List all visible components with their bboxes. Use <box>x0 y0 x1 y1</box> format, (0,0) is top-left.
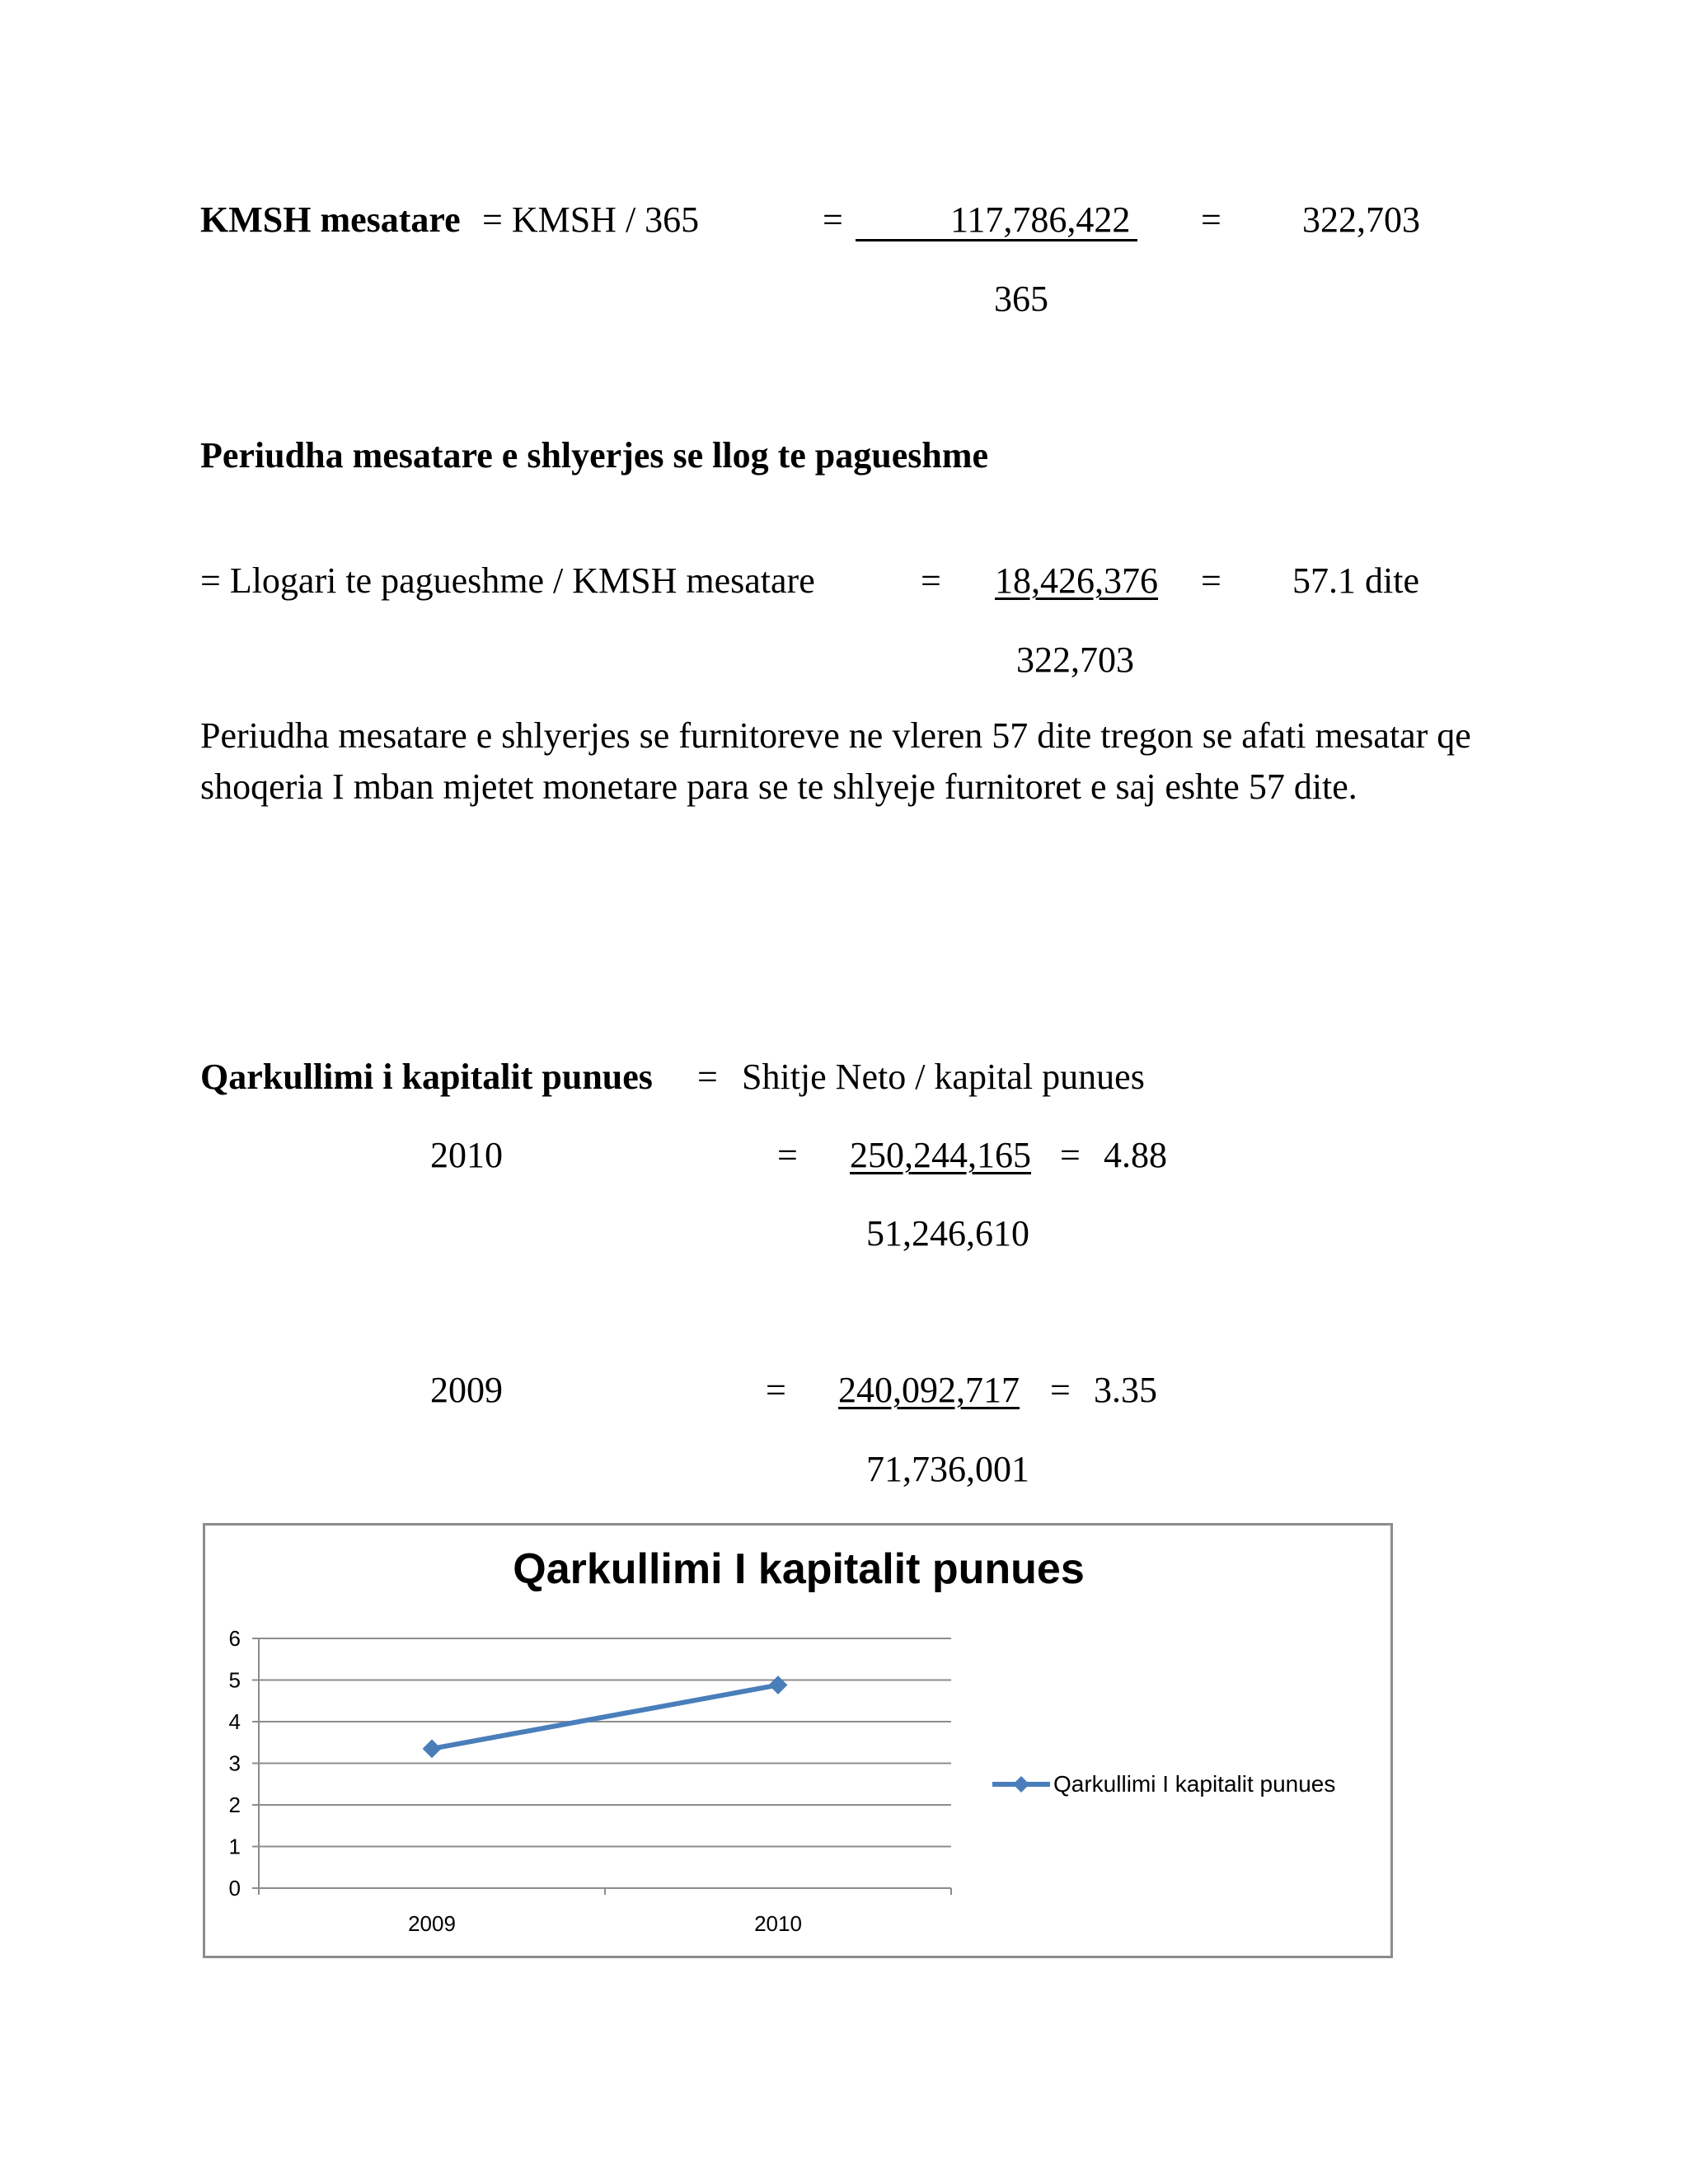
row-2009-equals-1: = <box>766 1370 786 1410</box>
kmsh-result: 322,703 <box>1302 199 1420 240</box>
row-2009-year: 2009 <box>430 1370 503 1410</box>
row-2010-year: 2010 <box>430 1135 503 1175</box>
legend-marker <box>1013 1776 1029 1793</box>
periudha-numerator: 18,426,376 <box>995 560 1158 601</box>
row-2010-numerator: 250,244,165 <box>850 1135 1031 1175</box>
qarkullimi-label: Qarkullimi i kapitalit punues <box>200 1057 653 1097</box>
y-tick-label: 4 <box>228 1709 241 1734</box>
periudha-denominator: 322,703 <box>1016 640 1134 680</box>
row-2009-equals-2: = <box>1050 1370 1071 1410</box>
y-tick-label: 0 <box>228 1876 241 1900</box>
kmsh-label: KMSH mesatare <box>200 199 461 240</box>
chart-title: Qarkullimi I kapitalit punues <box>513 1545 1085 1593</box>
line-chart <box>205 1526 1390 1956</box>
chart-gridlines <box>259 1638 951 1847</box>
row-2010-result: 4.88 <box>1104 1135 1167 1175</box>
row-2009-numerator: 240,092,717 <box>838 1370 1020 1410</box>
periudha-equals-2: = <box>1201 560 1221 601</box>
chart-axes <box>229 1626 951 1936</box>
periudha-heading: Periudha mesatare e shlyerjes se llog te pagueshme <box>200 435 989 476</box>
kmsh-formula: = KMSH / 365 <box>482 199 700 240</box>
series-line <box>432 1685 778 1749</box>
y-tick-label: 3 <box>228 1750 241 1776</box>
y-tick-label: 5 <box>228 1667 241 1693</box>
x-tick-label: 2010 <box>754 1911 802 1936</box>
row-2009-denominator: 71,736,001 <box>866 1449 1029 1489</box>
row-2009-result: 3.35 <box>1094 1370 1157 1410</box>
qarkullimi-equals: = <box>697 1057 718 1097</box>
qarkullimi-formula: Shitje Neto / kapital punues <box>742 1057 1145 1097</box>
legend-label: Qarkullimi I kapitalit punues <box>1053 1771 1336 1797</box>
y-tick-label: 6 <box>228 1626 241 1651</box>
row-2010-equals-2: = <box>1060 1135 1081 1175</box>
periudha-result: 57.1 dite <box>1292 560 1419 601</box>
periudha-formula: = Llogari te pagueshme / KMSH mesatare <box>200 560 815 601</box>
kmsh-equals-2: = <box>1201 199 1221 240</box>
chart-series <box>424 1677 786 1757</box>
kmsh-numerator: 117,786,422 <box>950 199 1131 240</box>
row-2010-denominator: 51,246,610 <box>866 1213 1029 1254</box>
chart-container <box>203 1523 1393 1958</box>
y-tick-label: 1 <box>228 1834 241 1859</box>
row-2010-equals-1: = <box>777 1135 798 1175</box>
kmsh-equals-1: = <box>823 199 843 240</box>
periudha-equals-1: = <box>921 560 941 601</box>
chart-legend <box>992 1771 1335 1797</box>
data-point <box>424 1741 440 1757</box>
kmsh-denominator: 365 <box>994 279 1048 319</box>
x-tick-label: 2009 <box>408 1911 456 1936</box>
periudha-paragraph: Periudha mesatare e shlyerjes se furnitoreve ne vleren 57 dite tregon se afati mesatar qe shoqeria I mban mjetet monetare para se te shlyeje furnitoret e saj eshte 57 dite. <box>200 715 1471 807</box>
y-tick-label: 2 <box>228 1793 241 1817</box>
